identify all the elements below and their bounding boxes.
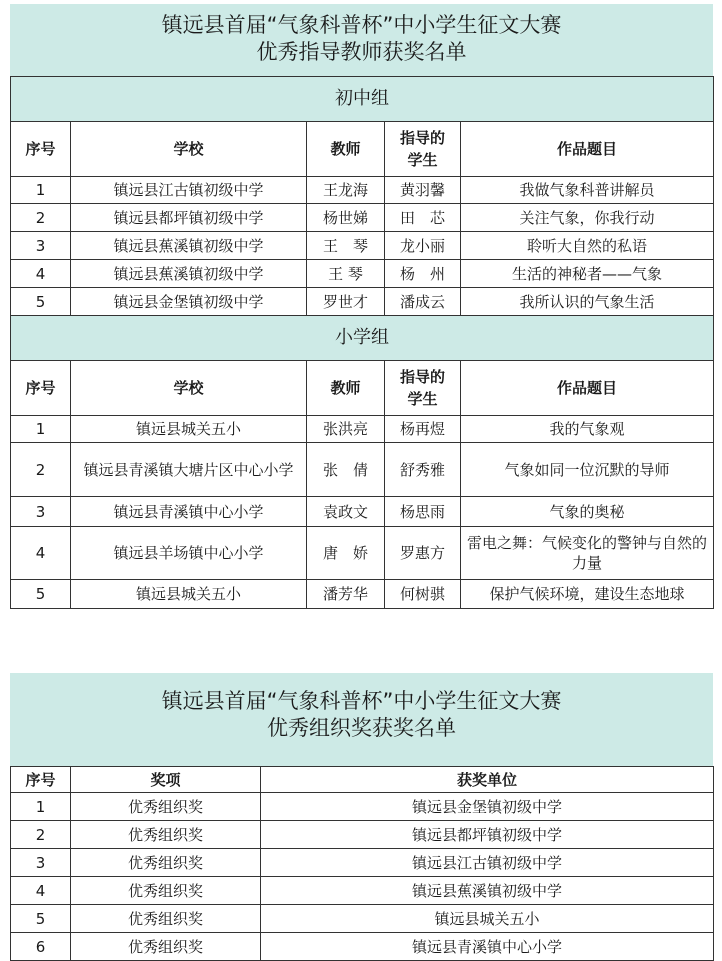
cell-school: 镇远县江古镇初级中学 [71, 177, 307, 204]
cell-school: 镇远县羊场镇中心小学 [71, 527, 307, 580]
header-work: 作品题目 [461, 122, 714, 177]
cell-student: 潘成云 [385, 288, 461, 316]
header-teacher: 教师 [307, 122, 385, 177]
header-work: 作品题目 [461, 361, 714, 416]
table-row [11, 443, 714, 497]
cell-student: 杨思雨 [385, 497, 461, 527]
cell-no: 5 [11, 905, 71, 933]
cell-no: 2 [11, 443, 71, 497]
cell-student: 田 芯 [385, 204, 461, 232]
cell-school: 镇远县青溪镇中心小学 [71, 497, 307, 527]
title-line-2: 优秀组织奖获奖名单 [267, 716, 456, 740]
cell-work: 我所认识的气象生活 [461, 288, 714, 316]
cell-unit: 镇远县城关五小 [261, 905, 714, 933]
cell-no: 4 [11, 527, 71, 580]
cell-school: 镇远县城关五小 [71, 580, 307, 609]
table-row [11, 416, 714, 443]
cell-award: 优秀组织奖 [71, 933, 261, 961]
cell-work: 聆听大自然的私语 [461, 232, 714, 260]
organization-award-sheet [10, 673, 713, 961]
cell-school: 镇远县青溪镇大塘片区中心小学 [71, 443, 307, 497]
section-label: 初中组 [11, 77, 714, 122]
cell-award: 优秀组织奖 [71, 821, 261, 849]
cell-no: 3 [11, 849, 71, 877]
header-student: 指导的 学生 [385, 361, 461, 416]
sheet-title [10, 673, 713, 766]
table-row [11, 905, 714, 933]
header-no: 序号 [11, 361, 71, 416]
cell-award: 优秀组织奖 [71, 877, 261, 905]
cell-no: 3 [11, 232, 71, 260]
cell-teacher: 唐 娇 [307, 527, 385, 580]
header-student: 指导的 学生 [385, 122, 461, 177]
cell-unit: 镇远县蕉溪镇初级中学 [261, 877, 714, 905]
cell-school: 镇远县蕉溪镇初级中学 [71, 260, 307, 288]
cell-work: 我做气象科普讲解员 [461, 177, 714, 204]
cell-no: 4 [11, 260, 71, 288]
table-row [11, 260, 714, 288]
cell-student: 罗惠方 [385, 527, 461, 580]
table-row [11, 580, 714, 609]
header-school: 学校 [71, 122, 307, 177]
table-row [11, 204, 714, 232]
cell-no: 2 [11, 821, 71, 849]
cell-teacher: 袁政文 [307, 497, 385, 527]
cell-no: 3 [11, 497, 71, 527]
title-line-1: 镇远县首届“气象科普杯”中小学生征文大赛 [161, 13, 562, 37]
cell-teacher: 潘芳华 [307, 580, 385, 609]
cell-student: 龙小丽 [385, 232, 461, 260]
header-teacher: 教师 [307, 361, 385, 416]
cell-work: 气象如同一位沉默的导师 [461, 443, 714, 497]
table-row [11, 849, 714, 877]
cell-school: 镇远县蕉溪镇初级中学 [71, 232, 307, 260]
sheet-title [10, 4, 713, 76]
cell-student: 杨再煜 [385, 416, 461, 443]
title-line-1: 镇远县首届“气象科普杯”中小学生征文大赛 [161, 689, 562, 713]
cell-unit: 镇远县青溪镇中心小学 [261, 933, 714, 961]
cell-no: 4 [11, 877, 71, 905]
header-award: 奖项 [71, 767, 261, 793]
cell-no: 5 [11, 580, 71, 609]
cell-teacher: 王龙海 [307, 177, 385, 204]
header-unit: 获奖单位 [261, 767, 714, 793]
cell-no: 6 [11, 933, 71, 961]
cell-teacher: 王 琴 [307, 232, 385, 260]
title-line-2: 优秀指导教师获奖名单 [256, 40, 467, 64]
table-row [11, 232, 714, 260]
cell-school: 镇远县都坪镇初级中学 [71, 204, 307, 232]
cell-unit: 镇远县金堡镇初级中学 [261, 793, 714, 821]
cell-unit: 镇远县江古镇初级中学 [261, 849, 714, 877]
cell-award: 优秀组织奖 [71, 905, 261, 933]
organization-award-table [10, 766, 714, 961]
cell-teacher: 张 倩 [307, 443, 385, 497]
cell-work: 气象的奥秘 [461, 497, 714, 527]
cell-no: 2 [11, 204, 71, 232]
cell-work: 雷电之舞：气候变化的警钟与自然的力量 [461, 527, 714, 580]
cell-no: 5 [11, 288, 71, 316]
table-row [11, 877, 714, 905]
table-row [11, 177, 714, 204]
teacher-award-table [10, 76, 714, 609]
cell-teacher: 罗世才 [307, 288, 385, 316]
cell-work: 我的气象观 [461, 416, 714, 443]
cell-student: 黄羽馨 [385, 177, 461, 204]
cell-student: 何树骐 [385, 580, 461, 609]
cell-work: 关注气象，你我行动 [461, 204, 714, 232]
cell-work: 保护气候环境，建设生态地球 [461, 580, 714, 609]
table-row [11, 288, 714, 316]
cell-student: 舒秀雅 [385, 443, 461, 497]
cell-school: 镇远县金堡镇初级中学 [71, 288, 307, 316]
cell-teacher: 王 琴 [307, 260, 385, 288]
cell-school: 镇远县城关五小 [71, 416, 307, 443]
table-row [11, 527, 714, 580]
cell-no: 1 [11, 177, 71, 204]
cell-teacher: 杨世娣 [307, 204, 385, 232]
cell-work: 生活的神秘者——气象 [461, 260, 714, 288]
table-row [11, 497, 714, 527]
table-row [11, 793, 714, 821]
cell-no: 1 [11, 793, 71, 821]
cell-award: 优秀组织奖 [71, 793, 261, 821]
cell-no: 1 [11, 416, 71, 443]
cell-award: 优秀组织奖 [71, 849, 261, 877]
header-school: 学校 [71, 361, 307, 416]
cell-teacher: 张洪亮 [307, 416, 385, 443]
header-no: 序号 [11, 767, 71, 793]
section-label: 小学组 [11, 316, 714, 361]
teacher-award-sheet [10, 4, 713, 609]
header-no: 序号 [11, 122, 71, 177]
cell-student: 杨 州 [385, 260, 461, 288]
cell-unit: 镇远县都坪镇初级中学 [261, 821, 714, 849]
table-row [11, 933, 714, 961]
table-row [11, 821, 714, 849]
